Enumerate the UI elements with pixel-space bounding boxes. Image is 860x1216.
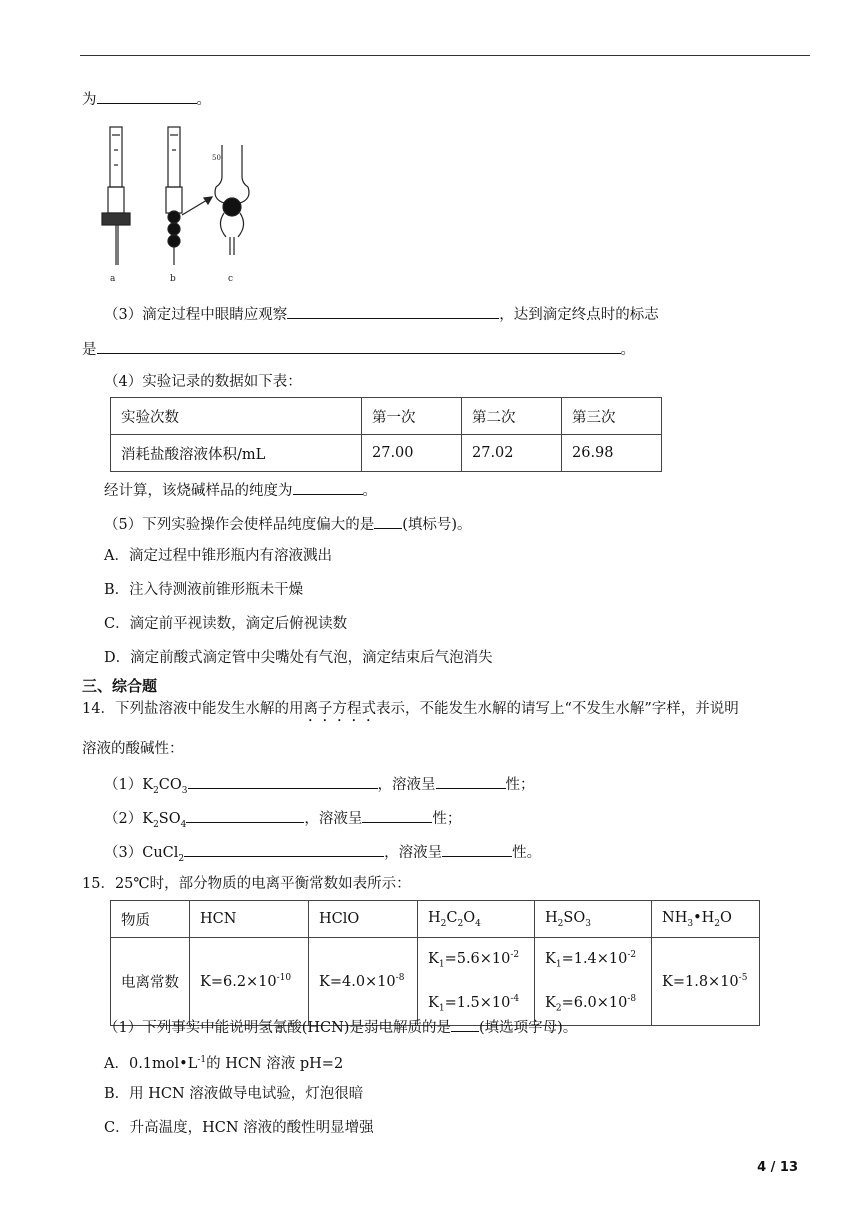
line-top: 为 。: [82, 88, 211, 110]
q5-line: （5）下列实验操作会使样品纯度偏大的是 (填标号)。: [104, 513, 472, 535]
experiment-table: 实验次数 第一次 第二次 第三次 消耗盐酸溶液体积/mL 27.00 27.02 26.98: [110, 397, 662, 472]
q5-option-d: D．滴定前酸式滴定管中尖嘴处有气泡，滴定结束后气泡消失: [104, 650, 493, 666]
q3-line1: （3）滴定过程中眼睛应观察 ，达到滴定终点时的标志: [104, 303, 659, 325]
page-number: 4 / 13: [757, 1160, 798, 1175]
section-heading: 三、综合题: [82, 677, 158, 695]
q15-intro: 15．25℃时，部分物质的电离平衡常数如表所示：: [82, 876, 411, 892]
q4-calc: 经计算，该烧碱样品的纯度为 。: [104, 479, 377, 501]
q15-option-b: B．用 HCN 溶液做导电试验，灯泡很暗: [104, 1086, 364, 1102]
q15-1-line: （1）下列事实中能说明氢氰酸(HCN)是弱电解质的是 (填选项字母)。: [104, 1016, 577, 1038]
q14-line1: 14．下列盐溶液中能发生水解的用离子方程式表示，不能发生水解的请写上“不发生水解”字样，并说明: [82, 701, 739, 717]
q14-line2: 溶液的酸碱性：: [82, 741, 184, 757]
header-rule: [80, 55, 810, 56]
fig-label-c: c: [228, 274, 234, 284]
fig-label-a: a: [110, 274, 116, 284]
q5-option-c: C．滴定前平视读数，滴定后俯视读数: [104, 616, 348, 632]
q5-option-b: B．注入待测液前锥形瓶未干燥: [104, 582, 304, 598]
q3-line2: 是 。: [82, 338, 635, 360]
q15-option-c: C．升高温度，HCN 溶液的酸性明显增强: [104, 1120, 374, 1136]
ionization-constant-table: 物质 HCN HClO $H_2C_2O_4$ $H_2SO_3$ $NH_3•H_2O$ 电离常数 $K=6.2\times 10^{-10}$ $K=4.0\times 10^{-8}$ $K_1=5.6\times 10^{-2}$ $K_1=1.5\times 10^{-4}$ $K_1=1.4\times 10^{-2}$ $K_2=6.0\times 10^{-8}$ $K=1.8\times 10^{-5}$: [110, 900, 760, 1026]
q14-item-1: $(1)K_2CO_3$ ，溶液呈 性；: [104, 773, 535, 801]
burette-figure: [100, 125, 260, 285]
q14-item-3: （3）CuCl$_2$ ，溶液呈 性。: [104, 841, 541, 869]
q4-intro: （4）实验记录的数据如下表：: [104, 374, 302, 390]
svg-text:50: 50: [212, 154, 221, 162]
q14-item-2: $(2)K_2SO_4$ ，溶液呈 性；: [104, 807, 461, 835]
fig-label-b: b: [170, 274, 176, 284]
q15-option-a: A．$0.1mol•L^{-1}$的 HCN 溶液 pH=2: [104, 1055, 344, 1072]
q5-option-a: A．滴定过程中锥形瓶内有溶液溅出: [104, 548, 332, 564]
